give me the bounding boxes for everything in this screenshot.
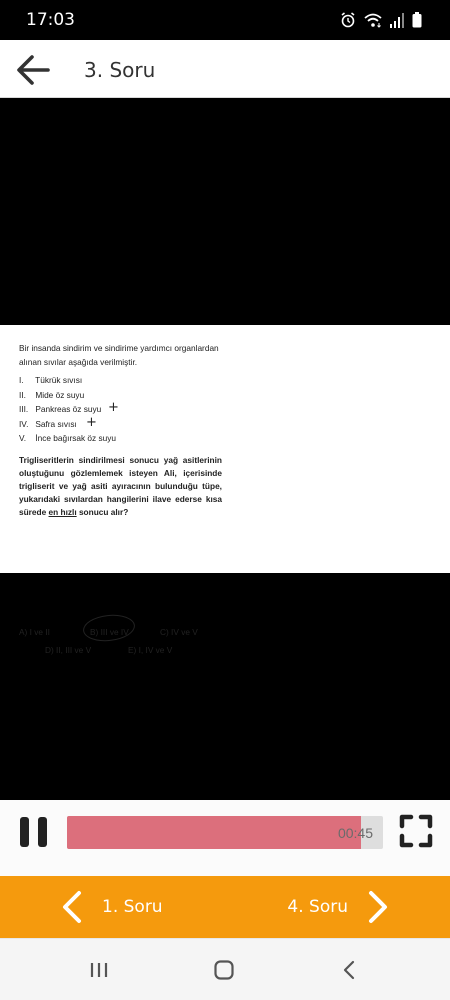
back-chevron-icon [334, 955, 364, 985]
item-number: V. [19, 433, 27, 443]
question-emphasis: en hızlı [48, 507, 77, 517]
answer-circle-mark [82, 612, 136, 643]
item-text: Safra sıvısı [35, 418, 77, 429]
fullscreen-icon [399, 814, 433, 848]
status-time: 17:03 [26, 10, 75, 30]
list-item [19, 388, 116, 403]
home-icon [209, 955, 239, 985]
recent-apps-icon [84, 955, 114, 985]
item-number: III. [19, 404, 29, 414]
battery-icon [412, 12, 422, 33]
time-label: 00:45 [337, 825, 373, 841]
item-text: Mide öz suyu [35, 389, 85, 400]
question-items [19, 373, 119, 446]
list-item [19, 414, 116, 432]
status-bar [0, 0, 450, 40]
player-controls [0, 800, 450, 876]
system-nav-bar [0, 938, 450, 1000]
question-intro: Bir insanda sindirim ve sindirime yardımcı organlardan alınan sıvılar aşağıda verilmiştir. [19, 343, 219, 367]
signal-icon [390, 12, 404, 33]
progress-bar[interactable] [67, 816, 383, 849]
progress-fill [67, 816, 361, 849]
chevron-right-icon [368, 890, 388, 924]
list-item [19, 373, 116, 388]
next-question-button[interactable] [287, 890, 388, 924]
page-title: 3. Soru [84, 58, 156, 82]
arrow-left-icon [14, 52, 54, 88]
app-bar [0, 40, 450, 98]
item-text: Pankreas öz suyu [35, 404, 102, 414]
fullscreen-button[interactable] [399, 814, 433, 848]
option-d: D) II, III ve V [45, 645, 92, 655]
item-number: I. [19, 375, 24, 385]
item-text: Tükrük sıvısı [35, 375, 83, 385]
handwritten-mark: + [86, 414, 97, 430]
option-e: E) I, IV ve V [128, 645, 173, 655]
pause-button[interactable] [20, 817, 48, 847]
system-back-button[interactable] [334, 955, 364, 985]
item-number: IV. [19, 418, 29, 429]
option-b: B) III ve IV [90, 627, 129, 637]
option-c: C) IV ve V [160, 627, 198, 637]
home-button[interactable] [209, 955, 239, 985]
list-item [19, 431, 116, 446]
back-button[interactable] [14, 52, 54, 88]
item-text: İnce bağırsak öz suyu [35, 433, 117, 443]
option-a: A) I ve II [19, 627, 50, 637]
alarm-icon [340, 12, 356, 33]
video-player[interactable] [0, 99, 450, 799]
question-panel [0, 325, 450, 655]
recent-apps-button[interactable] [84, 955, 114, 985]
next-question-label: 4. Soru [287, 897, 348, 917]
chevron-left-icon [62, 890, 82, 924]
question-body-part1: Trigliseritlerin sindirilmesi sonucu yağ asitlerinin oluştuğunu gözlemlemek isteyen Ali, içerisinde trigliserit ve yağ asiti ayıracının bulunduğu tüpe, yukarıdaki sıvılardan hangilerini ilave ederse kısa sürede [19, 455, 222, 517]
item-number: II. [19, 389, 26, 400]
prev-question-label: 1. Soru [102, 897, 163, 917]
question-body [19, 454, 222, 519]
wifi-icon [364, 12, 382, 33]
prev-question-button[interactable] [62, 890, 163, 924]
question-nav [0, 876, 450, 938]
list-item [19, 400, 119, 417]
handwritten-mark: + [108, 400, 119, 415]
question-body-part2: sonucu alır? [76, 507, 129, 517]
status-icons [340, 12, 422, 33]
